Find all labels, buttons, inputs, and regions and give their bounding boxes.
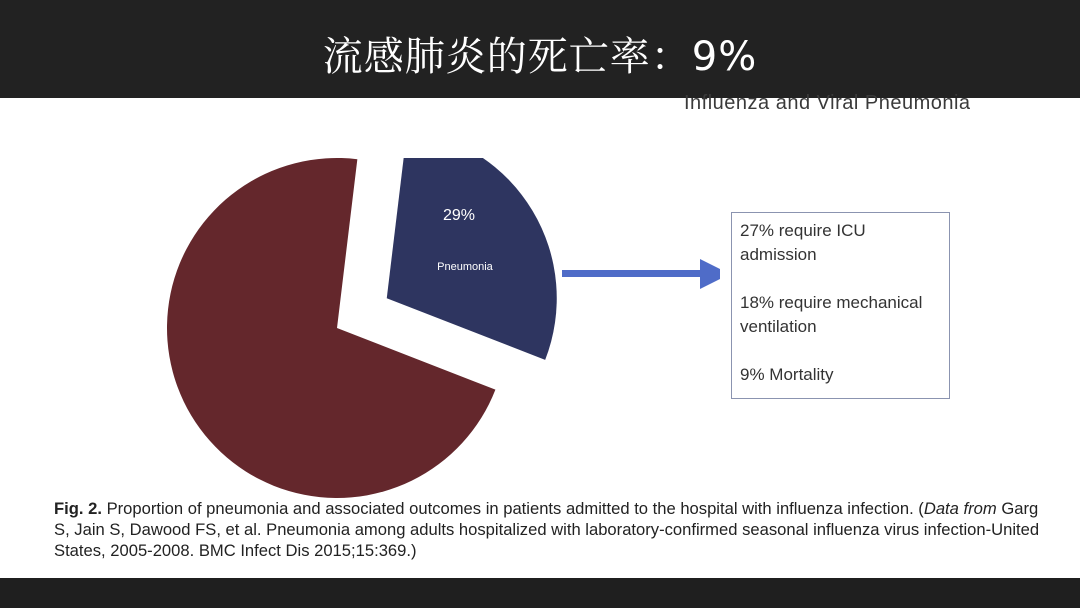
caption-fig-label: Fig. 2. bbox=[54, 499, 102, 518]
bottom-bar bbox=[0, 578, 1080, 608]
figure-caption bbox=[54, 498, 1054, 561]
slide-title: 流感肺炎的死亡率：9% bbox=[322, 33, 758, 80]
pie-chart bbox=[120, 158, 720, 498]
outcome-ventilation: 18% require mechanical ventilation bbox=[740, 293, 923, 336]
caption-text-1: Proportion of pneumonia and associated outcomes in patients admitted to the hospital with influenza infection. ( bbox=[101, 499, 924, 518]
slide-content bbox=[0, 92, 1080, 578]
caption-text-2: Garg S, Jain S, Dawood FS, et al. Pneumonia among adults hospitalized with laboratory-confirmed seasonal influenza virus infection-United States, 2005-2008. BMC Infect Dis 2015;15:369.) bbox=[54, 499, 1040, 560]
outcomes-box bbox=[731, 212, 950, 399]
source-heading: Influenza and Viral Pneumonia bbox=[684, 92, 971, 114]
pie-slice-pneumonia bbox=[387, 158, 557, 360]
pie-value-label: 29% bbox=[442, 207, 475, 225]
arrow-head bbox=[700, 259, 720, 289]
caption-italic: Data from bbox=[923, 499, 997, 518]
outcome-mortality: 9% Mortality bbox=[740, 365, 834, 384]
title-bar bbox=[0, 0, 1080, 98]
arrow-shaft bbox=[562, 270, 702, 277]
pie-category-label: Pneumonia bbox=[437, 261, 493, 274]
outcome-icu: 27% require ICU admission bbox=[740, 221, 866, 264]
